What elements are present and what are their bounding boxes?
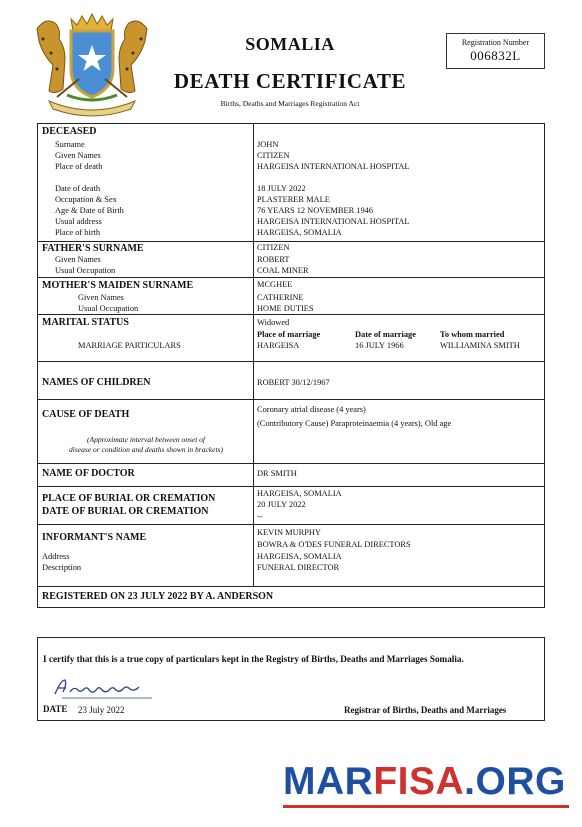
deceased-value: CITIZEN [257, 151, 290, 160]
father-value: CITIZEN [257, 243, 290, 252]
informant-heading: INFORMANT'S NAME [42, 532, 147, 543]
deceased-value: PLASTERER MALE [257, 195, 330, 204]
marriage-col-header: Place of marriage [257, 330, 321, 339]
cause-note-line1: (Approximate interval between onset of [86, 435, 206, 444]
marital-heading: MARITAL STATUS [42, 317, 129, 328]
deceased-value: HARGEISA INTERNATIONAL HOSPITAL [257, 162, 410, 171]
informant-label: Description [42, 563, 82, 572]
informant-value: HARGEISA, SOMALIA [257, 552, 342, 561]
date-label: DATE [43, 704, 68, 714]
marriage-value: HARGEISA [257, 341, 300, 350]
deceased-value: 18 JULY 2022 [257, 184, 306, 193]
registration-box [446, 33, 545, 69]
deceased-label: Date of death [55, 184, 101, 193]
mother-value: CATHERINE [257, 293, 304, 302]
cause-line1: Coronary atrial disease (4 years) [257, 405, 366, 414]
deceased-value: 76 YEARS 12 NOVEMBER 1946 [257, 206, 374, 215]
certification-box [37, 637, 545, 721]
registration-number: 006832L [470, 48, 521, 63]
deceased-heading: DECEASED [42, 126, 97, 137]
deceased-value: JOHN [257, 140, 279, 149]
deceased-label: Place of birth [55, 228, 101, 237]
deceased-label: Occupation & Sex [55, 195, 117, 204]
signature-icon [52, 676, 172, 700]
logo-underline [283, 805, 569, 808]
mother-label: Given Names [78, 293, 124, 302]
burial-date-value: 20 JULY 2022 [257, 500, 306, 509]
coat-of-arms-icon [27, 9, 157, 117]
death-details-table [37, 123, 545, 608]
deceased-value: HARGEISA INTERNATIONAL HOSPITAL [257, 217, 410, 226]
document-title: DEATH CERTIFICATE [173, 69, 407, 93]
father-label: Usual Occupation [55, 266, 116, 275]
registration-label: Registration Number [461, 38, 530, 47]
deceased-label: Given Names [55, 151, 101, 160]
mother-value: HOME DUTIES [257, 304, 314, 313]
father-value: COAL MINER [257, 266, 309, 275]
marriage-value: WILLIAMINA SMITH [440, 341, 520, 350]
registered-line: REGISTERED ON 23 JULY 2022 BY A. ANDERSON [42, 591, 274, 602]
doctor-value: DR SMITH [257, 469, 297, 478]
father-heading: FATHER'S SURNAME [42, 243, 144, 254]
informant-value: BOWRA & O'DES FUNERAL DIRECTORS [257, 540, 411, 549]
informant-value: FUNERAL DIRECTOR [257, 563, 340, 572]
deceased-label: Age & Date of Birth [55, 206, 124, 215]
marriage-col-header: Date of marriage [355, 330, 416, 339]
burial-place-heading: PLACE OF BURIAL OR CREMATION [42, 493, 216, 504]
act-subtitle: Births, Deaths and Marriages Registration Act [220, 99, 360, 108]
country-title: SOMALIA [245, 34, 335, 54]
date-value: 23 July 2022 [78, 705, 125, 715]
children-value: ROBERT 30/12/1967 [257, 378, 330, 387]
deceased-label: Usual address [55, 217, 102, 226]
registrar-title: Registrar of Births, Deaths and Marriages [344, 705, 507, 715]
doctor-heading: NAME OF DOCTOR [42, 468, 135, 479]
father-label: Given Names [55, 255, 101, 264]
marriage-value: 16 JULY 1966 [355, 341, 404, 350]
informant-label: Address [42, 552, 70, 561]
cause-note [40, 435, 252, 455]
mother-label: Usual Occupation [78, 304, 139, 313]
marfisa-logo: MARFISA.ORG [283, 760, 566, 803]
deceased-label: Surname [55, 140, 85, 149]
cause-heading: CAUSE OF DEATH [42, 409, 130, 420]
certification-statement: I certify that this is a true copy of particulars kept in the Registry of Births, Deaths and Marriages Somalia. [43, 654, 464, 664]
father-value: ROBERT [257, 255, 290, 264]
cause-line2: (Contributory Cause) Paraproteinaemia (4 years), Old age [257, 419, 452, 428]
marriage-particulars-label: MARRIAGE PARTICULARS [78, 341, 181, 350]
burial-extra-value: -- [257, 512, 263, 521]
burial-place-value: HARGEISA, SOMALIA [257, 489, 342, 498]
marriage-col-header: To whom married [440, 330, 505, 339]
deceased-value: HARGEISA, SOMALIA [257, 228, 342, 237]
deceased-label: Place of death [55, 162, 103, 171]
marital-status-value: Widowed [257, 318, 290, 327]
informant-value: KEVIN MURPHY [257, 528, 321, 537]
burial-date-heading: DATE OF BURIAL OR CREMATION [42, 506, 209, 517]
cause-note-line2: disease or condition and deaths shown in brackets) [69, 445, 223, 454]
children-heading: NAMES OF CHILDREN [42, 377, 151, 388]
mother-value: MCGHEE [257, 280, 293, 289]
mother-heading: MOTHER'S MAIDEN SURNAME [42, 280, 194, 291]
